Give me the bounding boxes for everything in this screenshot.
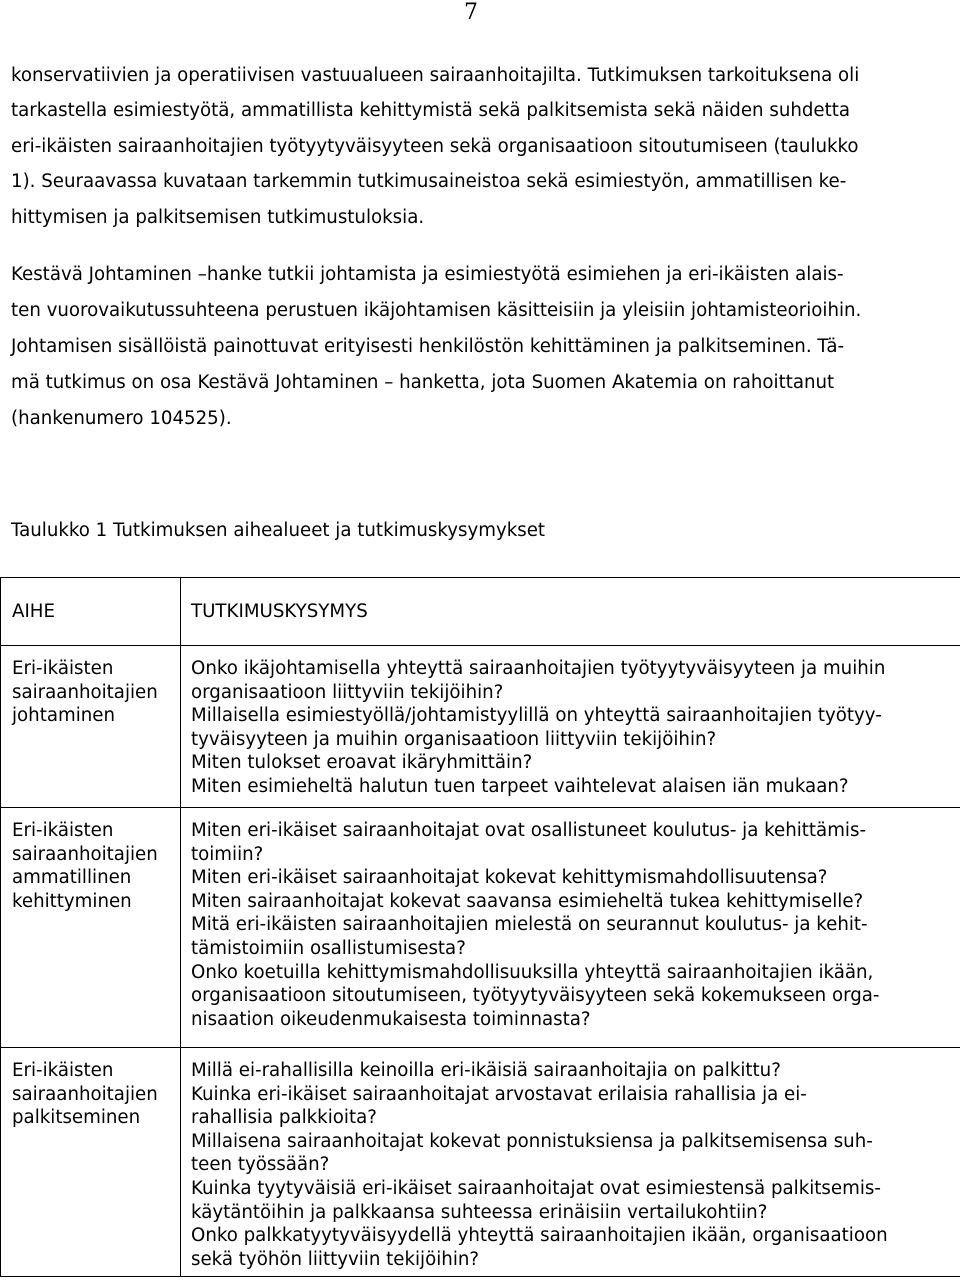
page-number: 7	[464, 0, 478, 25]
question-line: Kuinka tyytyväisiä eri-ikäiset sairaanhoitajat ovat esimiestensä palkitsemis-	[191, 1177, 881, 1199]
topic-cell	[1, 646, 181, 808]
topic-line: sairaanhoitajien	[12, 843, 158, 865]
table-row	[1, 646, 960, 808]
topic-line: Eri-ikäisten	[12, 658, 114, 679]
question-cell	[181, 1048, 960, 1277]
research-topics-table	[0, 577, 960, 1277]
intro-paragraph	[11, 58, 941, 235]
question-line: tyväisyyteen ja muihin organisaatioon liittyviin tekijöihin?	[191, 728, 717, 750]
question-cell	[181, 646, 960, 808]
question-line: Miten tulokset eroavat ikäryhmittäin?	[191, 752, 533, 774]
question-line: Millaisella esimiestyöllä/johtamistyylillä on yhteyttä sairaanhoitajien työtyy-	[191, 705, 882, 727]
header-topic: AIHE	[1, 578, 181, 646]
question-line: Mitä eri-ikäisten sairaanhoitajien mielestä on seurannut koulutus- ja kehit-	[191, 914, 868, 936]
table-row	[1, 808, 960, 1048]
text-line: mä tutkimus on osa Kestävä Johtaminen – hanketta, jota Suomen Akatemia on rahoittanut	[11, 372, 835, 393]
project-paragraph	[11, 257, 941, 437]
question-line: rahallisia palkkioita?	[191, 1107, 377, 1129]
topic-line: Eri-ikäisten	[12, 820, 114, 841]
text-line: Kestävä Johtaminen –hanke tutkii johtamista ja esimiestyötä esimiehen ja eri-ikäisten alais-	[11, 264, 844, 285]
text-line: eri-ikäisten sairaanhoitajien työtyytyväisyyteen sekä organisaatioon sitoutumiseen (taulukko	[11, 135, 859, 157]
question-line: Millaisena sairaanhoitajat kokevat ponnistuksiensa ja palkitsemisensa suh-	[191, 1130, 873, 1152]
question-line: käytäntöihin ja palkkaansa suhteessa erinäisiin vertailukohtiin?	[191, 1201, 768, 1223]
question-line: organisaatioon sitoutumiseen, työtyytyväisyyteen sekä kokemukseen orga-	[191, 985, 880, 1007]
question-line: sekä työhön liittyviin tekijöihin?	[191, 1248, 480, 1270]
question-line: nisaation oikeudenmukaisesta toiminnasta?	[191, 1008, 591, 1030]
question-line: teen työssään?	[191, 1154, 330, 1176]
topic-line: kehittyminen	[12, 890, 132, 912]
question-line: organisaatioon liittyviin tekijöihin?	[191, 681, 504, 703]
table-header-row	[1, 578, 960, 646]
text-line: ten vuorovaikutussuhteena perustuen ikäjohtamisen käsitteisiin ja yleisiin johtamisteorioihin.	[11, 300, 862, 321]
table-row	[1, 1048, 960, 1277]
topic-cell	[1, 1048, 181, 1277]
text-line: tarkastella esimiestyötä, ammatillista kehittymistä sekä palkitsemista sekä näiden suhdetta	[11, 100, 851, 122]
question-line: Miten esimieheltä halutun tuen tarpeet vaihtelevat alaisen iän mukaan?	[191, 775, 849, 797]
header-question: TUTKIMUSKYSYMYS	[181, 578, 960, 646]
question-line: Miten eri-ikäiset sairaanhoitajat ovat osallistuneet koulutus- ja kehittämis-	[191, 820, 867, 841]
question-line: Kuinka eri-ikäiset sairaanhoitajat arvostavat erilaisia rahallisia ja ei-	[191, 1083, 807, 1105]
question-line: Millä ei-rahallisilla keinoilla eri-ikäisiä sairaanhoitajia on palkittu?	[191, 1060, 781, 1081]
question-line: Miten eri-ikäiset sairaanhoitajat kokevat kehittymismahdollisuutensa?	[191, 867, 828, 889]
question-line: Onko ikäjohtamisella yhteyttä sairaanhoitajien työtyytyväisyyteen ja muihin	[191, 658, 886, 679]
topic-line: palkitseminen	[12, 1107, 141, 1129]
topic-line: Eri-ikäisten	[12, 1060, 114, 1081]
question-cell	[181, 808, 960, 1048]
text-line: hittymisen ja palkitsemisen tutkimustuloksia.	[11, 206, 425, 228]
question-line: Onko koetuilla kehittymismahdollisuuksilla yhteyttä sairaanhoitajien ikään,	[191, 961, 874, 983]
text-line: (hankenumero 104525).	[11, 408, 232, 429]
question-line: toimiin?	[191, 843, 264, 865]
topic-line: ammatillinen	[12, 867, 132, 889]
question-line: Onko palkkatyytyväisyydellä yhteyttä sairaanhoitajien ikään, organisaatioon	[191, 1225, 888, 1247]
table-caption: Taulukko 1 Tutkimuksen aihealueet ja tutkimuskysymykset	[11, 520, 546, 541]
topic-line: johtaminen	[12, 705, 115, 727]
question-line: Miten sairaanhoitajat kokevat saavansa esimieheltä tukea kehittymiselle?	[191, 890, 864, 912]
topic-cell	[1, 808, 181, 1048]
topic-line: sairaanhoitajien	[12, 1083, 158, 1105]
text-line: Johtamisen sisällöistä painottuvat erityisesti henkilöstön kehittäminen ja palkitseminen. Tä-	[11, 336, 845, 357]
text-line: konservatiivien ja operatiivisen vastuualueen sairaanhoitajilta. Tutkimuksen tarkoituksena oli	[11, 65, 860, 86]
text-line: 1). Seuraavassa kuvataan tarkemmin tutkimusaineistoa sekä esimiestyön, ammatillisen ke-	[11, 171, 847, 193]
topic-line: sairaanhoitajien	[12, 681, 158, 703]
question-line: tämistoimiin osallistumisesta?	[191, 937, 466, 959]
